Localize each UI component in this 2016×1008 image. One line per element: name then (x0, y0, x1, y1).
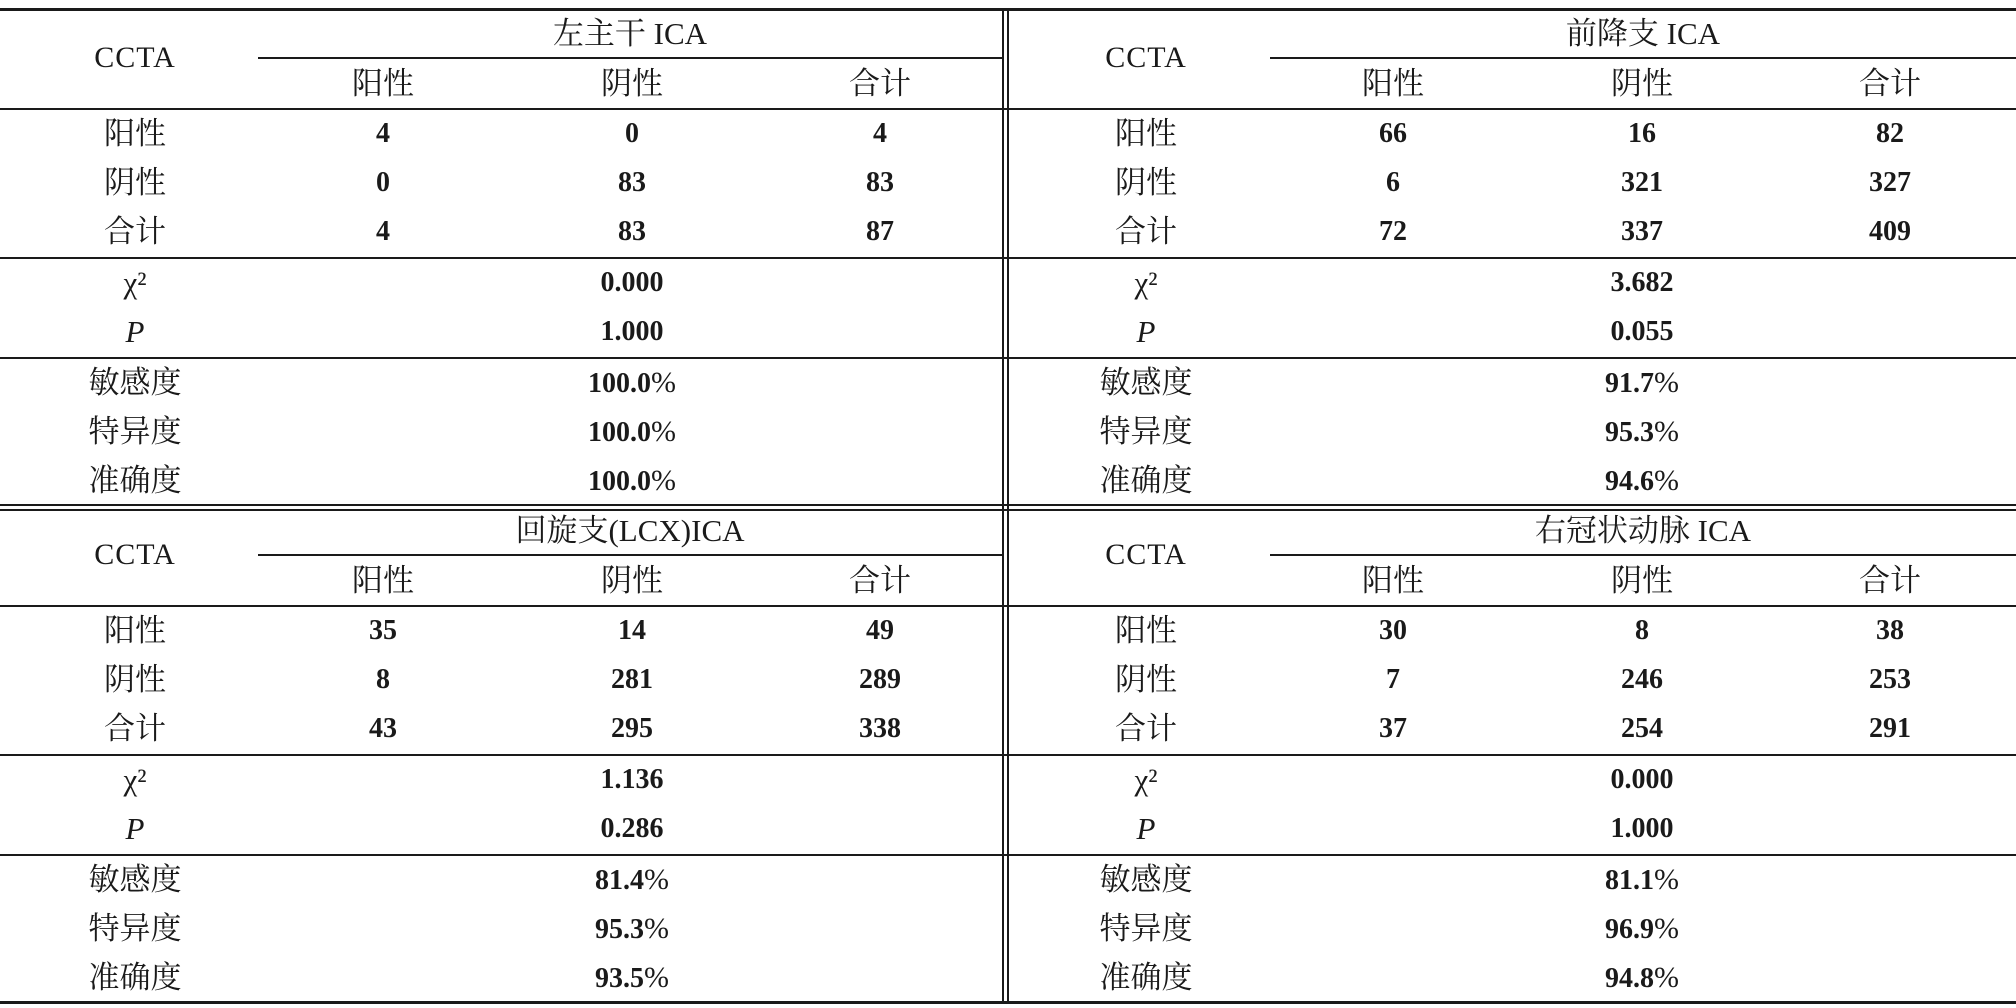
stat-label-chi2: χ² (1134, 265, 1158, 300)
count-neg-pos: 0 (376, 167, 390, 198)
sensitivity-number: 100.0 (588, 368, 651, 399)
stat-label-sensitivity: 敏感度 (1099, 862, 1193, 897)
count-total-pos: 43 (369, 713, 397, 744)
sensitivity-value (1542, 358, 1742, 408)
p-value: 1.000 (1610, 813, 1674, 844)
percent-sign: % (1654, 863, 1679, 896)
row-label-positive: 阳性 (104, 116, 166, 151)
accuracy-value (532, 456, 732, 506)
accuracy-value (1542, 953, 1742, 1003)
chi2-value: 0.000 (600, 267, 664, 298)
stat-label-chi2: χ² (1134, 762, 1158, 797)
row-header-ccta: CCTA (94, 538, 176, 571)
count-total-total: 409 (1869, 216, 1911, 247)
stat-label-accuracy: 准确度 (88, 463, 182, 498)
row-header-ccta: CCTA (1105, 41, 1187, 74)
chi2-value: 3.682 (1610, 267, 1674, 298)
percent-sign: % (644, 912, 669, 945)
row-label-positive: 阳性 (104, 613, 166, 648)
count-pos-total: 82 (1876, 118, 1904, 149)
percent-sign: % (1654, 415, 1679, 448)
count-total-total: 87 (866, 216, 894, 247)
percent-sign: % (1654, 961, 1679, 994)
specificity-value (532, 407, 732, 457)
p-value: 0.286 (600, 813, 664, 844)
count-neg-total: 289 (859, 664, 901, 695)
stat-label-accuracy: 准确度 (88, 960, 182, 995)
column-label-total: 合计 (1859, 563, 1921, 598)
count-pos-neg: 16 (1628, 118, 1656, 149)
stat-label-accuracy: 准确度 (1099, 463, 1193, 498)
specificity-number: 95.3 (595, 914, 644, 945)
specificity-value (1542, 407, 1742, 457)
stat-label-sensitivity: 敏感度 (1099, 365, 1193, 400)
percent-sign: % (644, 961, 669, 994)
sensitivity-number: 81.1 (1605, 865, 1654, 896)
stat-label-sensitivity: 敏感度 (88, 862, 182, 897)
specificity-number: 96.9 (1605, 914, 1654, 945)
panel-title: 右冠状动脉 ICA (1534, 513, 1752, 548)
p-value: 1.000 (600, 316, 664, 347)
percent-sign: % (1654, 366, 1679, 399)
panel-rca (1010, 507, 2014, 1003)
row-label-total: 合计 (1115, 711, 1177, 746)
count-total-pos: 4 (376, 216, 390, 247)
column-label-positive: 阳性 (1362, 66, 1424, 101)
percent-sign: % (651, 366, 676, 399)
count-neg-pos: 8 (376, 664, 390, 695)
row-header-ccta: CCTA (94, 41, 176, 74)
count-neg-total: 83 (866, 167, 894, 198)
stat-label-sensitivity: 敏感度 (88, 365, 182, 400)
stat-label-p: P (1136, 314, 1156, 349)
sensitivity-value (532, 358, 732, 408)
column-label-positive: 阳性 (1362, 563, 1424, 598)
specificity-value (1542, 904, 1742, 954)
stat-label-chi2: χ² (123, 762, 147, 797)
row-label-positive: 阳性 (1115, 116, 1177, 151)
column-label-total: 合计 (849, 66, 911, 101)
count-total-neg: 337 (1621, 216, 1663, 247)
count-pos-pos: 35 (369, 615, 397, 646)
column-label-negative: 阴性 (601, 66, 663, 101)
count-pos-pos: 30 (1379, 615, 1407, 646)
stat-label-p: P (125, 314, 145, 349)
count-pos-total: 4 (873, 118, 887, 149)
sensitivity-value (532, 855, 732, 905)
panel-title: 左主干 ICA (552, 16, 708, 51)
chi2-value: 1.136 (600, 764, 664, 795)
count-neg-pos: 6 (1386, 167, 1400, 198)
stat-label-p: P (125, 811, 145, 846)
panel-title: 前降支 ICA (1565, 16, 1721, 51)
column-label-total: 合计 (849, 563, 911, 598)
row-label-negative: 阴性 (1115, 662, 1177, 697)
percent-sign: % (651, 415, 676, 448)
row-label-total: 合计 (104, 711, 166, 746)
stat-label-specificity: 特异度 (88, 911, 182, 946)
chi2-value: 0.000 (1610, 764, 1674, 795)
count-pos-total: 38 (1876, 615, 1904, 646)
specificity-value (532, 904, 732, 954)
count-neg-neg: 281 (611, 664, 653, 695)
row-label-negative: 阴性 (1115, 165, 1177, 200)
row-label-negative: 阴性 (104, 662, 166, 697)
count-neg-total: 327 (1869, 167, 1911, 198)
stat-label-specificity: 特异度 (88, 414, 182, 449)
count-pos-neg: 0 (625, 118, 639, 149)
stat-label-specificity: 特异度 (1099, 414, 1193, 449)
stat-label-p: P (1136, 811, 1156, 846)
stat-label-chi2: χ² (123, 265, 147, 300)
percent-sign: % (651, 464, 676, 497)
accuracy-number: 94.6 (1605, 466, 1654, 497)
stat-label-accuracy: 准确度 (1099, 960, 1193, 995)
column-label-positive: 阳性 (352, 66, 414, 101)
panel-title: 回旋支(LCX)ICA (515, 513, 745, 548)
column-label-total: 合计 (1859, 66, 1921, 101)
accuracy-value (532, 953, 732, 1003)
count-neg-neg: 321 (1621, 167, 1663, 198)
accuracy-number: 100.0 (588, 466, 651, 497)
panel-lad (1010, 10, 2014, 506)
count-total-total: 338 (859, 713, 901, 744)
specificity-number: 100.0 (588, 417, 651, 448)
column-label-negative: 阴性 (1611, 66, 1673, 101)
panel-lcx (0, 507, 1004, 1003)
panel-left-main (0, 10, 1004, 506)
percent-sign: % (644, 863, 669, 896)
center-divider-right (1007, 10, 1009, 1002)
count-total-pos: 37 (1379, 713, 1407, 744)
row-label-negative: 阴性 (104, 165, 166, 200)
p-value: 0.055 (1610, 316, 1674, 347)
count-total-total: 291 (1869, 713, 1911, 744)
sensitivity-number: 81.4 (595, 865, 644, 896)
count-pos-neg: 8 (1635, 615, 1649, 646)
count-total-neg: 83 (618, 216, 646, 247)
count-neg-pos: 7 (1386, 664, 1400, 695)
accuracy-number: 93.5 (595, 963, 644, 994)
column-label-negative: 阴性 (1611, 563, 1673, 598)
stat-label-specificity: 特异度 (1099, 911, 1193, 946)
column-label-negative: 阴性 (601, 563, 663, 598)
percent-sign: % (1654, 464, 1679, 497)
count-pos-neg: 14 (618, 615, 646, 646)
count-pos-pos: 66 (1379, 118, 1407, 149)
row-label-positive: 阳性 (1115, 613, 1177, 648)
count-pos-total: 49 (866, 615, 894, 646)
row-label-total: 合计 (104, 214, 166, 249)
count-neg-total: 253 (1869, 664, 1911, 695)
sensitivity-value (1542, 855, 1742, 905)
specificity-number: 95.3 (1605, 417, 1654, 448)
percent-sign: % (1654, 912, 1679, 945)
column-label-positive: 阳性 (352, 563, 414, 598)
count-total-neg: 295 (611, 713, 653, 744)
count-total-neg: 254 (1621, 713, 1663, 744)
count-neg-neg: 246 (1621, 664, 1663, 695)
count-pos-pos: 4 (376, 118, 390, 149)
row-header-ccta: CCTA (1105, 538, 1187, 571)
count-total-pos: 72 (1379, 216, 1407, 247)
row-label-total: 合计 (1115, 214, 1177, 249)
accuracy-number: 94.8 (1605, 963, 1654, 994)
accuracy-value (1542, 456, 1742, 506)
count-neg-neg: 83 (618, 167, 646, 198)
sensitivity-number: 91.7 (1605, 368, 1654, 399)
